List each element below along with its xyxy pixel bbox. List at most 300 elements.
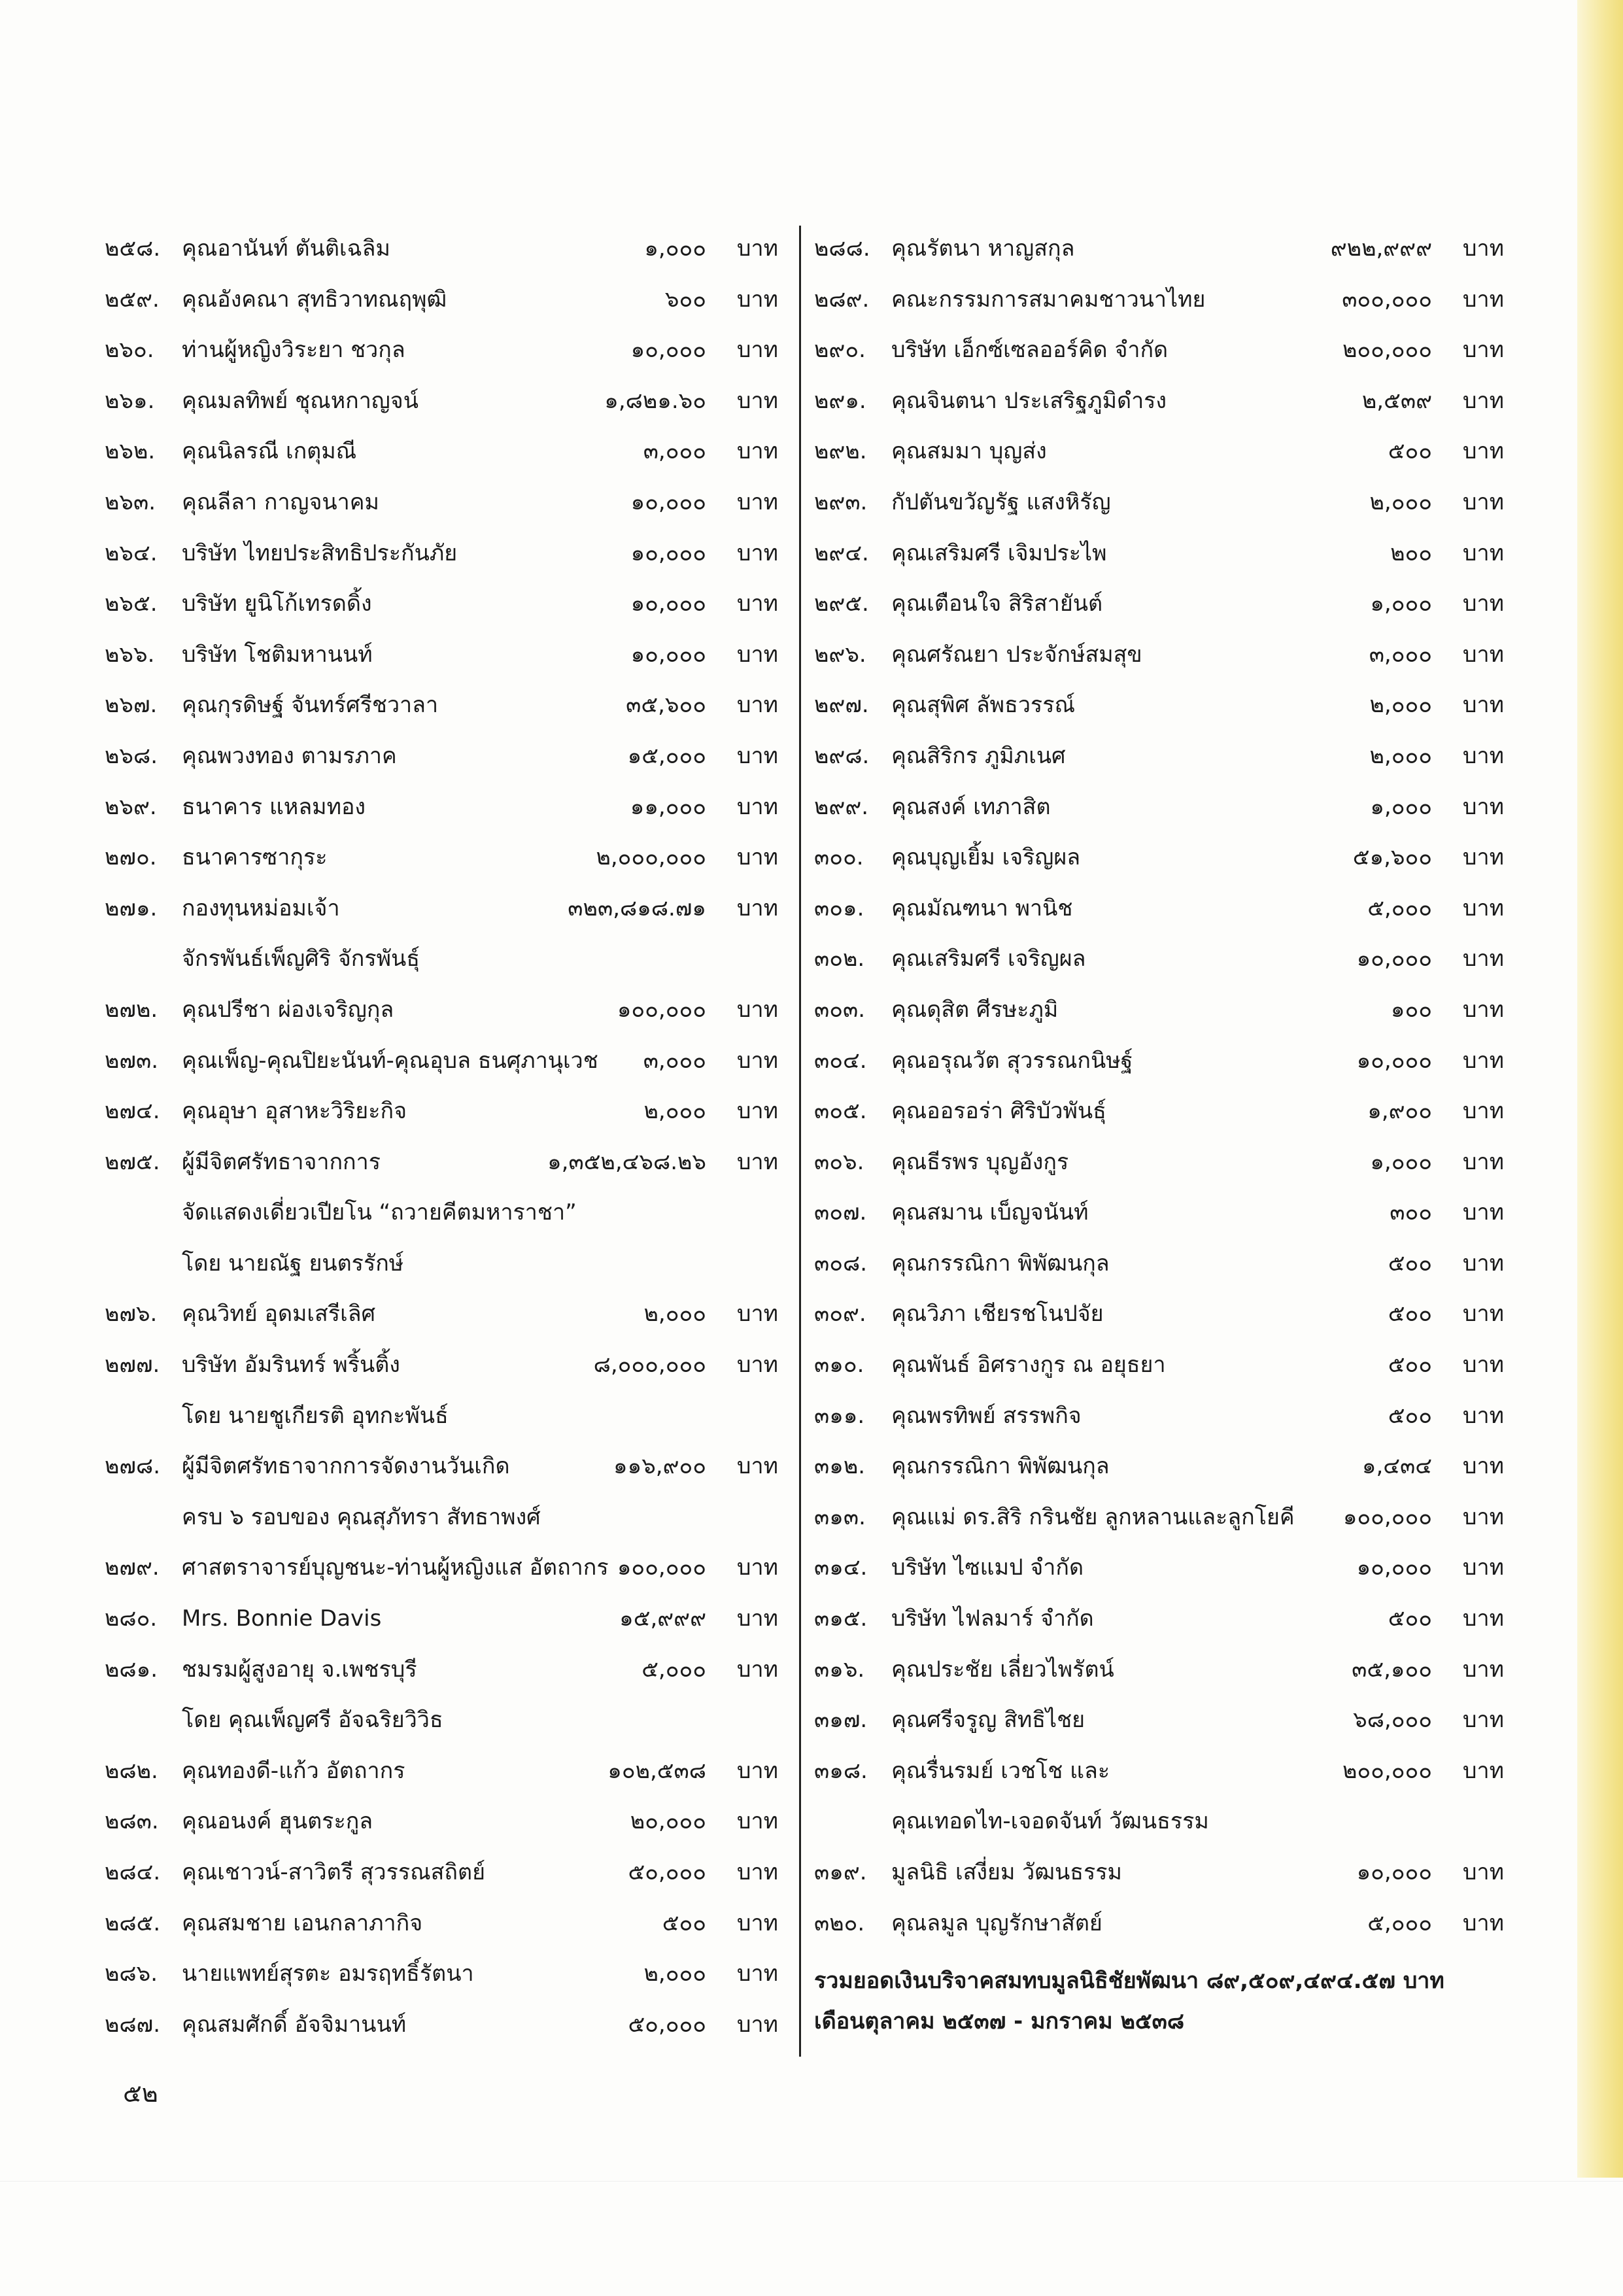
- entry-number: ๓๑๒.: [814, 1453, 866, 1480]
- entry-number: ๒๗๑.: [105, 895, 158, 921]
- currency-unit: บาท: [736, 1605, 778, 1632]
- entry-number: ๒๗๓.: [105, 1047, 159, 1074]
- entry-number: ๒๗๔.: [105, 1098, 160, 1125]
- donor-row: [814, 528, 1504, 579]
- donor-name: คุณเสริมศรี เจริญผล: [891, 946, 1086, 972]
- donor-row: [814, 832, 1504, 883]
- entry-number: ๓๑๘.: [814, 1757, 868, 1784]
- entry-number: ๓๐๔.: [814, 1047, 867, 1074]
- currency-unit: บาท: [1462, 895, 1504, 921]
- entry-number: ๓๐๘.: [814, 1250, 868, 1277]
- donor-row: [814, 883, 1504, 934]
- donor-name: คุณกรรณิกา พิพัฒนกุล: [891, 1250, 1110, 1277]
- donor-row: [105, 528, 778, 579]
- donor-row-continuation: [105, 1492, 778, 1543]
- donor-name: กองทุนหม่อมเจ้า: [182, 895, 340, 921]
- donor-name: มูลนิธิ เสงี่ยม วัฒนธรรม: [891, 1859, 1122, 1885]
- entry-number: ๒๙๔.: [814, 540, 869, 566]
- donor-name: ผู้มีจิตศรัทธาจากการ: [182, 1148, 381, 1175]
- donor-row: [105, 1036, 778, 1087]
- donation-amount: ๑,๓๕๒,๔๖๘.๒๖: [547, 1148, 706, 1175]
- donor-name: คุณศรัณยา ประจักษ์สมสุข: [891, 641, 1142, 668]
- donor-name: คุณเตือนใจ สิริสายันต์: [891, 591, 1103, 617]
- donor-name: บริษัท เอ็กซ์เซลออร์คิด จำกัด: [891, 337, 1169, 364]
- donor-name: คุณอานันท์ ตันติเฉลิม: [182, 235, 390, 262]
- donor-row: [814, 1847, 1504, 1898]
- donation-amount: ๑๐๐: [1390, 996, 1432, 1023]
- donor-name: คุณวิภา เชียรชโนปจัย: [891, 1301, 1104, 1328]
- donation-amount: ๑๑,๐๐๐: [630, 793, 706, 820]
- donor-row: [814, 477, 1504, 528]
- currency-unit: บาท: [1462, 1301, 1504, 1328]
- donation-amount: ๕๐๐: [1388, 1402, 1432, 1429]
- donor-name: คุณดุสิต ศีรษะภูมิ: [891, 996, 1059, 1023]
- donor-name: คุณกุรดิษฐ์ จันทร์ศรีชวาลา: [182, 692, 439, 719]
- donor-row: [105, 1289, 778, 1340]
- donor-name: คุณรื่นรมย์ เวชโช และ: [891, 1757, 1110, 1784]
- entry-number: ๒๘๙.: [814, 286, 870, 313]
- currency-unit: บาท: [1462, 1859, 1504, 1885]
- currency-unit: บาท: [1462, 1098, 1504, 1125]
- total-line: รวมยอดเงินบริจาคสมทบมูลนิธิชัยพัฒนา ๘๙,๕๐๙,๔๙๔.๕๗ บาท: [814, 1968, 1444, 1995]
- donor-row: [814, 1441, 1504, 1492]
- donor-row: [105, 477, 778, 528]
- currency-unit: บาท: [736, 488, 778, 515]
- donation-amount: ๕๐๐: [1388, 1352, 1432, 1379]
- entry-number: ๓๐๙.: [814, 1301, 866, 1328]
- donor-name: โดย คุณเพ็ญศรี อัจฉริยวิวิธ: [182, 1707, 443, 1734]
- entry-number: ๓๑๐.: [814, 1352, 864, 1379]
- donor-row: [105, 680, 778, 731]
- donor-name: คุณสุพิศ ลัพธวรรณ์: [891, 692, 1075, 719]
- donor-row: [814, 1391, 1504, 1442]
- page-number: ๕๒: [123, 2079, 158, 2108]
- currency-unit: บาท: [1462, 488, 1504, 515]
- entry-number: ๓๑๕.: [814, 1605, 868, 1632]
- donor-name: คุณอุษา อุสาหะวิริยะกิจ: [182, 1098, 407, 1125]
- donation-amount: ๑,๙๐๐: [1367, 1098, 1432, 1125]
- donor-name: คุณประชัย เลี่ยวไพรัตน์: [891, 1656, 1114, 1683]
- currency-unit: บาท: [1462, 742, 1504, 769]
- donor-row: [814, 275, 1504, 326]
- donor-row: [105, 1137, 778, 1188]
- currency-unit: บาท: [736, 540, 778, 566]
- currency-unit: บาท: [736, 742, 778, 769]
- donor-row: [105, 1441, 778, 1492]
- donor-name: คุณแม่ ดร.สิริ กรินชัย ลูกหลานและลูกโยคี: [891, 1503, 1295, 1530]
- donor-name: ผู้มีจิตศรัทธาจากการจัดงานวันเกิด: [182, 1453, 510, 1480]
- entry-number: ๒๖๙.: [105, 793, 157, 820]
- donor-row: [814, 1036, 1504, 1087]
- entry-number: ๒๙๙.: [814, 793, 869, 820]
- donor-row: [105, 1898, 778, 1949]
- donor-row: [105, 376, 778, 427]
- entry-number: ๒๖๘.: [105, 742, 158, 769]
- donor-name: โดย นายชูเกียรติ อุทกะพันธ์: [182, 1402, 449, 1429]
- currency-unit: บาท: [1462, 641, 1504, 668]
- donor-name: คุณวิทย์ อุดมเสรีเลิศ: [182, 1301, 376, 1328]
- currency-unit: บาท: [1462, 996, 1504, 1023]
- donor-name: คุณอรุณวัต สุวรรณกนิษฐ์: [891, 1047, 1133, 1074]
- donor-row: [105, 630, 778, 681]
- donor-name: คุณศรีจรูญ สิทธิไชย: [891, 1707, 1085, 1734]
- entry-number: ๒๖๗.: [105, 692, 158, 719]
- donor-row: [814, 426, 1504, 477]
- entry-number: ๒๗๙.: [105, 1554, 160, 1581]
- currency-unit: บาท: [1462, 1199, 1504, 1226]
- currency-unit: บาท: [1462, 1453, 1504, 1480]
- currency-unit: บาท: [736, 1453, 778, 1480]
- donor-row-continuation: [105, 1239, 778, 1290]
- currency-unit: บาท: [736, 286, 778, 313]
- donation-amount: ๓๐๐,๐๐๐: [1342, 286, 1432, 313]
- currency-unit: บาท: [1462, 793, 1504, 820]
- currency-unit: บาท: [736, 895, 778, 921]
- donation-amount: ๕๐๐: [1388, 438, 1432, 465]
- donor-name: คุณสมศักดิ์ อัจจิมานนท์: [182, 2011, 407, 2038]
- entry-number: ๒๘๖.: [105, 1961, 158, 1987]
- donation-amount: ๒,๐๐๐: [1369, 742, 1432, 769]
- donor-name: คุณลีลา กาญจนาคม: [182, 488, 379, 515]
- entry-number: ๒๘๑.: [105, 1656, 158, 1683]
- donor-row-continuation: [105, 1391, 778, 1442]
- donor-row: [105, 1340, 778, 1391]
- entry-number: ๓๐๗.: [814, 1199, 867, 1226]
- entry-number: ๓๑๑.: [814, 1402, 865, 1429]
- entry-number: ๓๐๓.: [814, 996, 866, 1023]
- donor-name: คุณอนงค์ ฮุนตระกูล: [182, 1808, 373, 1835]
- currency-unit: บาท: [1462, 1402, 1504, 1429]
- donor-row: [105, 1594, 778, 1645]
- entry-number: ๒๖๖.: [105, 641, 155, 668]
- donor-name: ครบ ๖ รอบของ คุณสุภัทรา สัทธาพงศ์: [182, 1503, 541, 1530]
- donation-amount: ๑๐,๐๐๐: [630, 540, 706, 566]
- donor-row-continuation: [105, 1188, 778, 1239]
- donor-name: คุณปรีชา ผ่องเจริญกุล: [182, 996, 394, 1023]
- currency-unit: บาท: [736, 844, 778, 871]
- entry-number: ๓๑๖.: [814, 1656, 865, 1683]
- donation-amount: ๖๐๐: [664, 286, 706, 313]
- entry-number: ๒๖๐.: [105, 337, 154, 364]
- currency-unit: บาท: [1462, 1605, 1504, 1632]
- entry-number: ๓๒๐.: [814, 1910, 865, 1936]
- donor-row: [814, 1695, 1504, 1746]
- donation-amount: ๑,๘๒๑.๖๐: [604, 387, 706, 414]
- donor-row: [814, 1645, 1504, 1696]
- entry-number: ๒๖๓.: [105, 488, 156, 515]
- entry-number: ๒๙๓.: [814, 488, 868, 515]
- donor-row: [105, 325, 778, 376]
- donor-name: ท่านผู้หญิงวิระยา ชวกุล: [182, 337, 405, 364]
- donor-row: [814, 224, 1504, 275]
- donor-name: จักรพันธ์เพ็ญศิริ จักรพันธุ์: [182, 946, 420, 972]
- currency-unit: บาท: [736, 641, 778, 668]
- donation-amount: ๓๒๓,๘๑๘.๗๑: [568, 895, 706, 921]
- donor-row: [814, 1746, 1504, 1797]
- donor-name: ธนาคารซากุระ: [182, 844, 328, 871]
- donor-name: คุณสงค์ เทภาสิต: [891, 793, 1051, 820]
- donation-amount: ๑๐,๐๐๐: [630, 488, 706, 515]
- entry-number: ๒๕๘.: [105, 235, 161, 262]
- donor-row: [105, 832, 778, 883]
- donor-name: ธนาคาร แหลมทอง: [182, 793, 366, 820]
- donor-row: [105, 1645, 778, 1696]
- entry-number: ๒๖๒.: [105, 438, 156, 465]
- currency-unit: บาท: [1462, 438, 1504, 465]
- donor-row: [814, 1188, 1504, 1239]
- donor-row: [814, 1340, 1504, 1391]
- donation-amount: ๒,๐๐๐: [1369, 488, 1432, 515]
- donor-row: [814, 1137, 1504, 1188]
- currency-unit: บาท: [736, 1961, 778, 1987]
- currency-unit: บาท: [736, 1098, 778, 1125]
- entry-number: ๒๘๒.: [105, 1757, 158, 1784]
- page-bottom: [0, 2181, 1623, 2296]
- currency-unit: บาท: [1462, 1707, 1504, 1734]
- donation-amount: ๘,๐๐๐,๐๐๐: [593, 1352, 706, 1379]
- donor-row: [105, 1543, 778, 1594]
- donor-list-left: [105, 224, 778, 2050]
- donor-row: [105, 883, 778, 934]
- currency-unit: บาท: [736, 1301, 778, 1328]
- donor-row: [814, 782, 1504, 833]
- currency-unit: บาท: [1462, 337, 1504, 364]
- donation-amount: ๒,๐๐๐: [1369, 692, 1432, 719]
- donor-name: คุณลมูล บุญรักษาสัตย์: [891, 1910, 1102, 1936]
- entry-number: ๒๖๑.: [105, 387, 155, 414]
- donation-amount: ๑,๐๐๐: [1370, 1148, 1432, 1175]
- currency-unit: บาท: [1462, 1757, 1504, 1784]
- currency-unit: บาท: [736, 387, 778, 414]
- donor-row: [814, 630, 1504, 681]
- donor-row: [105, 1746, 778, 1797]
- donation-amount: ๙๒๒,๙๙๙: [1330, 235, 1432, 262]
- donation-amount: ๕,๐๐๐: [641, 1656, 706, 1683]
- donation-amount: ๓,๐๐๐: [643, 1047, 706, 1074]
- donation-amount: ๒๐๐,๐๐๐: [1342, 1757, 1432, 1784]
- donation-amount: ๒,๐๐๐: [643, 1098, 706, 1125]
- donation-amount: ๑๐,๐๐๐: [1356, 1554, 1432, 1581]
- entry-number: ๒๗๐.: [105, 844, 157, 871]
- donor-name: บริษัท ไซแมป จำกัด: [891, 1554, 1084, 1581]
- donor-name: คุณพวงทอง ตามรภาค: [182, 742, 397, 769]
- donor-row-continuation: [814, 1796, 1504, 1847]
- currency-unit: บาท: [736, 591, 778, 617]
- donor-name: ชมรมผู้สูงอายุ จ.เพชรบุรี: [182, 1656, 417, 1683]
- currency-unit: บาท: [736, 1554, 778, 1581]
- entry-number: ๒๙๒.: [814, 438, 867, 465]
- entry-number: ๓๐๐.: [814, 844, 864, 871]
- donation-amount: ๑๐๐,๐๐๐: [617, 1554, 706, 1581]
- donation-amount: ๕๐,๐๐๐: [628, 2011, 706, 2038]
- page-edge: [1577, 0, 1623, 2178]
- entry-number: ๒๘๗.: [105, 2011, 161, 2038]
- currency-unit: บาท: [736, 1352, 778, 1379]
- donation-amount: ๑๐,๐๐๐: [1356, 946, 1432, 972]
- donation-amount: ๑,๔๓๔: [1361, 1453, 1432, 1480]
- currency-unit: บาท: [736, 337, 778, 364]
- donor-name: คุณสมมา บุญส่ง: [891, 438, 1047, 465]
- donation-amount: ๕,๐๐๐: [1367, 895, 1432, 921]
- donor-name: บริษัท โชติมหานนท์: [182, 641, 373, 668]
- donor-name: คุณเพ็ญ-คุณปิยะนันท์-คุณอุบล ธนศุภานุเวช: [182, 1047, 598, 1074]
- donation-amount: ๓๕,๖๐๐: [626, 692, 706, 719]
- donor-row: [105, 985, 778, 1036]
- donor-name: คุณเทอดไท-เจอดจันท์ วัฒนธรรม: [891, 1808, 1209, 1835]
- column-divider: [799, 226, 801, 2057]
- currency-unit: บาท: [1462, 1503, 1504, 1530]
- currency-unit: บาท: [1462, 235, 1504, 262]
- donation-amount: ๕๑,๖๐๐: [1352, 844, 1432, 871]
- donation-amount: ๕,๐๐๐: [1367, 1910, 1432, 1936]
- currency-unit: บาท: [1462, 286, 1504, 313]
- currency-unit: บาท: [1462, 591, 1504, 617]
- entry-number: ๒๙๐.: [814, 337, 866, 364]
- donor-name: คุณพันธ์ อิศรางกูร ณ อยุธยา: [891, 1352, 1166, 1379]
- donor-name: คุณกรรณิกา พิพัฒนกุล: [891, 1453, 1110, 1480]
- currency-unit: บาท: [736, 1910, 778, 1936]
- donor-list-right: [814, 224, 1504, 2042]
- donor-row: [814, 1594, 1504, 1645]
- donation-amount: ๕๐๐: [662, 1910, 706, 1936]
- donation-amount: ๑๐๐,๐๐๐: [617, 996, 706, 1023]
- currency-unit: บาท: [736, 1656, 778, 1683]
- donor-name: บริษัท อัมรินทร์ พริ้นติ้ง: [182, 1352, 400, 1379]
- currency-unit: บาท: [736, 235, 778, 262]
- donor-name: คุณนิลรณี เกตุมณี: [182, 438, 357, 465]
- donor-name: จัดแสดงเดี่ยวเปียโน “ถวายคีตมหาราชา”: [182, 1199, 577, 1226]
- entry-number: ๒๖๔.: [105, 540, 158, 566]
- donor-row: [105, 1949, 778, 2000]
- donation-amount: ๒,๐๐๐: [643, 1961, 706, 1987]
- entry-number: ๒๙๖.: [814, 641, 866, 668]
- currency-unit: บาท: [1462, 844, 1504, 871]
- donor-name: คุณเสริมศรี เจิมประไพ: [891, 540, 1107, 566]
- donor-row: [814, 731, 1504, 782]
- entry-number: ๓๐๕.: [814, 1098, 867, 1125]
- donor-row: [105, 782, 778, 833]
- entry-number: ๒๘๔.: [105, 1859, 161, 1885]
- donation-amount: ๑๕,๙๙๙: [619, 1605, 706, 1632]
- donation-amount: ๕๐๐: [1388, 1605, 1432, 1632]
- donor-name: คุณทองดี-แก้ว อัตถากร: [182, 1757, 405, 1784]
- donor-name: ศาสตราจารย์บุญชนะ-ท่านผู้หญิงแส อัตถากร: [182, 1554, 609, 1581]
- donation-amount: ๕๐๐: [1388, 1301, 1432, 1328]
- right-rows: [814, 224, 1504, 1949]
- donor-name: คุณสมชาย เอนกลาภากิจ: [182, 1910, 423, 1936]
- donor-row: [814, 1898, 1504, 1949]
- entry-number: ๒๗๖.: [105, 1301, 158, 1328]
- donor-name: บริษัท ไฟลมาร์ จำกัด: [891, 1605, 1094, 1632]
- currency-unit: บาท: [736, 793, 778, 820]
- donor-name: คุณพรทิพย์ สรรพกิจ: [891, 1402, 1082, 1429]
- donor-name: คุณออรอร่า ศิริบัวพันธุ์: [891, 1098, 1106, 1125]
- donation-amount: ๒,๐๐๐: [643, 1301, 706, 1328]
- currency-unit: บาท: [736, 1047, 778, 1074]
- donor-name: คุณมัณฑนา พานิช: [891, 895, 1073, 921]
- donation-amount: ๕๐๐: [1388, 1250, 1432, 1277]
- entry-number: ๓๐๑.: [814, 895, 864, 921]
- donation-amount: ๒๐๐: [1390, 540, 1432, 566]
- currency-unit: บาท: [736, 1757, 778, 1784]
- currency-unit: บาท: [736, 996, 778, 1023]
- entry-number: ๒๙๕.: [814, 591, 869, 617]
- donor-row: [105, 426, 778, 477]
- currency-unit: บาท: [736, 2011, 778, 2038]
- donor-row: [105, 2000, 778, 2051]
- entry-number: ๒๙๑.: [814, 387, 866, 414]
- donor-row: [105, 224, 778, 275]
- entry-number: ๒๗๗.: [105, 1352, 160, 1379]
- currency-unit: บาท: [1462, 946, 1504, 972]
- donation-amount: ๑๕,๐๐๐: [627, 742, 706, 769]
- donor-row: [814, 934, 1504, 985]
- donor-row: [814, 376, 1504, 427]
- currency-unit: บาท: [736, 1148, 778, 1175]
- donation-amount: ๒๐,๐๐๐: [630, 1808, 706, 1835]
- currency-unit: บาท: [736, 1859, 778, 1885]
- donor-row: [105, 731, 778, 782]
- currency-unit: บาท: [1462, 1148, 1504, 1175]
- entry-number: ๒๘๘.: [814, 235, 870, 262]
- donor-name: Mrs. Bonnie Davis: [182, 1605, 382, 1632]
- donor-row: [814, 579, 1504, 630]
- currency-unit: บาท: [1462, 540, 1504, 566]
- currency-unit: บาท: [736, 1808, 778, 1835]
- entry-number: ๒๗๕.: [105, 1148, 160, 1175]
- donation-amount: ๑๐,๐๐๐: [1356, 1047, 1432, 1074]
- donation-amount: ๒๐๐,๐๐๐: [1342, 337, 1432, 364]
- donor-row: [814, 1086, 1504, 1137]
- donor-row: [105, 1086, 778, 1137]
- donor-row: [105, 1847, 778, 1898]
- donor-name: กัปตันขวัญรัฐ แสงหิรัญ: [891, 488, 1111, 515]
- donor-name: นายแพทย์สุรตะ อมรฤทธิ์รัตนา: [182, 1961, 474, 1987]
- total-block: [814, 1961, 1504, 2042]
- donor-name: คุณธีรพร บุญอังกูร: [891, 1148, 1069, 1175]
- entry-number: ๒๘๓.: [105, 1808, 159, 1835]
- entry-number: ๒๙๘.: [814, 742, 870, 769]
- entry-number: ๒๗๘.: [105, 1453, 161, 1480]
- donation-amount: ๑๑๖,๙๐๐: [613, 1453, 706, 1480]
- currency-unit: บาท: [1462, 1047, 1504, 1074]
- donor-row: [814, 680, 1504, 731]
- donor-name: คุณอังคณา สุทธิวาทณฤพุฒิ: [182, 286, 447, 313]
- donor-row: [105, 275, 778, 326]
- donation-amount: ๓๕,๑๐๐: [1352, 1656, 1432, 1683]
- currency-unit: บาท: [1462, 1352, 1504, 1379]
- entry-number: ๓๐๒.: [814, 946, 865, 972]
- donation-amount: ๒,๐๐๐,๐๐๐: [596, 844, 706, 871]
- donor-name: คณะกรรมการสมาคมชาวนาไทย: [891, 286, 1206, 313]
- donation-amount: ๓,๐๐๐: [643, 438, 706, 465]
- total-period: เดือนตุลาคม ๒๕๓๗ - มกราคม ๒๕๓๘: [814, 2008, 1185, 2035]
- donor-name: บริษัท ไทยประสิทธิประกันภัย: [182, 540, 458, 566]
- donor-name: คุณเชาวน์-สาวิตรี สุวรรณสถิตย์: [182, 1859, 486, 1885]
- donor-row: [105, 1796, 778, 1847]
- currency-unit: บาท: [1462, 1554, 1504, 1581]
- donation-amount: ๑๐,๐๐๐: [630, 337, 706, 364]
- currency-unit: บาท: [1462, 1910, 1504, 1936]
- donor-row: [814, 1543, 1504, 1594]
- donor-name: โดย นายณัฐ ยนตรรักษ์: [182, 1250, 404, 1277]
- currency-unit: บาท: [1462, 387, 1504, 414]
- donor-name: คุณบุญเยิ้ม เจริญผล: [891, 844, 1081, 871]
- donor-name: คุณจินตนา ประเสริฐภูมิดำรง: [891, 387, 1167, 414]
- currency-unit: บาท: [1462, 1250, 1504, 1277]
- donor-name: คุณสิริกร ภูมิภเนศ: [891, 742, 1066, 769]
- entry-number: ๓๑๙.: [814, 1859, 867, 1885]
